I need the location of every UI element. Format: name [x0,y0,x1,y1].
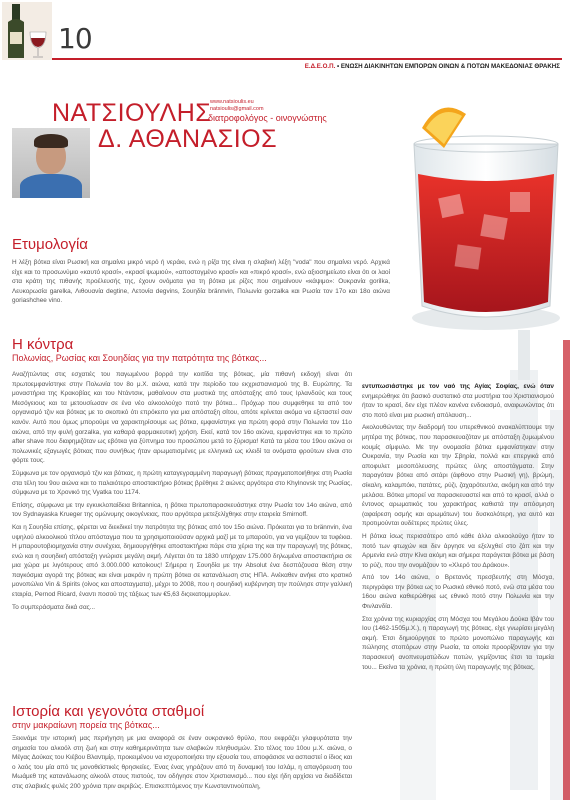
author-surname: ΝΑΤΣΙΟΥΛΗΣ [52,99,212,127]
right-paragraph-3: Η βότκα ίσως περισσότερο από κάθε άλλο αλκοολούχο ήταν το ποτό των φτωχών και δεν άργησε να εξελιχθεί στο ζάπ και την Αρμενία ενώ στην Κίνα ακόμη και σήμερα παράγεται βότκα με βάση το ρύζι, που την ονομάζουν το «Χλερό του Δράκου». [362,532,554,569]
author-website[interactable]: www.natsioulis.eu [210,99,254,105]
dispute-paragraph-5: Το συμπεράσματα δικά σας... [12,603,96,611]
dispute-paragraph-3: Επίσης, σύμφωνα με την εγκυκλοπαίδεια Britannica, η βότκα πρωτοπαρασκευάστηκε στην Ρωσία τον 14ο αιώνα, από τον Sydnayaska Krueger της ομώνυμης οικογένειας, που αργότερα μετεξελίχθηκε στην εταιρεία Smirnoff. [12,501,352,519]
history-body: Ξεκινάμε την ιστορική μας περιήγηση με μια αναφορά σε έναν ουκρανικό θρύλο, που εκφράζει γλαφυρότατα την σημασία του αλκοόλ στη ζωή και στην καθημερινότητα των σλαβικών πληθυσμών. Στο τέλος του 10ου μ.Χ. αιώνα, ο Μέγας Δούκας του Κιέβου Βλαντιμίρ, προκειμένου να ισχυροποιήσει την εξουσία του, αποφάσισε να ασπαστεί ο ίδιος και ο λαός του μία από τις μονοθεϊστικές θρησκείες. Ένας ένας γηράζουν από τη δυναμική του Ισλάμ, η απαγόρευση του Μωάμεθ της κατανάλωσης αλκοόλ στους πιστούς, τον οδήγησε στον Χριστιανισμό... που είχε ήδη αρχίσει να διαδίδεται στις σλαβικές φυλές 200 χρόνια πριν ακριβώς. Επισκεπτόμενος την Κωνσταντινούπολη, [12,735,352,790]
wine-bottle-glass-icon [2,2,52,60]
right-paragraph-1: ενημερώθηκε ότι βασικό συστατικό στα μυστήρια του Χριστιανισμού ήταν το κρασί, δεν είχε πλέον κανένα ενδοιασμό, αναφωνώντας ότι στο ποτό είναι μια ρωσική απόλαυση... [362,392,554,419]
dispute-body [12,370,352,615]
right-paragraph-5: Στα χρόνια της κυριαρχίας στη Μόσχα του Μεγάλου Δούκα Ιβάν του Ιου (1462-1505μ.Χ.), η παραγωγή της βότκας, είχε γνωρίσει μεγάλη ακμή. Έτσι δημιούργησε το πρώτο μονοπώλιο παραγωγής και πώλησης στοπόρων στην Ρωσία, τα οποία προορίζονταν για την παρασκευή ανοπνευματώδων ποτών, γεμίζοντας έτσι τα ταμεία του... Εκείνα τα χρόνια, η πρώτη ύλη παραγωγής της βότκας, [362,615,554,671]
history-subtitle: στην μακραίωνη πορεία της βότκας... [12,720,160,730]
cocktail-glass-image [400,96,568,336]
publisher-name: • ΕΝΩΣΗ ΔΙΑΚΙΝΗΤΩΝ ΕΜΠΟΡΩΝ ΟΙΝΩΝ & ΠΟΤΩΝ ΜΑΚΕΔΟΝΙΑΣ ΘΡΑΚΗΣ [335,63,560,70]
publisher-abbr: Ε.Δ.Ε.Ο.Π. [304,63,336,70]
right-paragraph-2: Ακολουθώντας την διαδρομή του υπερεθνικού ανακαλύπτουμε την μητέρα της βότκας, που παρασκευαζόταν με απόσταξη ζυμωμένου κουμίς σίμφυλο. Με την ονομασία βότκα εμφανίστηκαν στην Ουκρανία, την Ρωσία και την Σβηρία, πολλά και επεργικά από αποφυλετ μεσοπόλευσης πρώτες ύλης αποστάγματα. Στην παραγόταν βότκα από σιτάρι (άφθονο στην Ρωσική γη), βρώμη, σίκαλη, καλαμπόκι, πατάτες, ρύζι, ζαχαρότευτλα, ακόμη και από την μελάσα. Βότκα μπορεί να παρασκευαστεί και από το κρασί, αλλά ο έντονος αρωματικός του χαρακτήρας καθιστά την απόσμηση (αφαίρεση οσμής και αρωμάτων) του δυσκολότερη, για αυτό και προτιμούνται ουδέτερες πρώτες ύλες. [362,424,554,528]
etymology-title: Ετυμολογία [12,236,88,253]
right-column-lead: εντυπωσιάστηκε με τον ναό της Αγίας Σοφίας, ενώ όταν [362,383,554,390]
right-column-body [362,382,554,675]
right-paragraph-4: Από τον 14ο αιώνα, ο Βρετανός πρεσβευτής στη Μόσχα, περιγράφει την βότκα ως το Ρωσικό εθνικό ποτό, ενώ στα μέσα του 16ου αιώνα καθιερώθηκε ως εθνικό ποτό στην Πολωνία και την Φινλανδία. [362,574,554,611]
author-firstname: Δ. ΑΘΑΝΑΣΙΟΣ [98,125,278,153]
etymology-body: Η λέξη βότκα είναι Ρωσική και σημαίνει μικρό νερό ή νεράκι, ενώ η ρίζα της είναι η σλαβική λέξη "voda" που σημαίνει νερό. Αρχικά είχε και το προσωνύμιο «καυτό κρασί», «κρασί ψωμιού», «αποστογμένο κρασί» και «πικρό κρασί», ενώ αξιοσημείωτο είναι ότι οι λαοί στα κράτη της πιθανής προέλευσής της, έχουν ονόματα για τη βότκα με ρίζες που σημαίνουν «κάψιμο»: Ουκρανία gorilka, Λευκορωσία garelka, Λιθουανία degtine, Λετονία degvins, Σουηδία brännvin, Πολωνία gorzałka και Ρωσία τον 17ο και 18ο αιώνα goriashchee vino. [12,259,390,305]
dispute-paragraph-1: Αναζήτώντας στις εσχατιές του παγωμένου βορρά την κοιτίδα της βότκας, μία πιθανή εκδοχή είναι ότι πρωτοεμφανίστηκε στην Πολωνία τον 8ο μ.Χ. αιώνα, κατά την περίοδο του εκχριστιανισμού της Β. Ευρώπης. Τα μοναστήρια της Κρακοβίας και του Ντάντσικ, μαθαίνουν στα μυστικά της απόσταξης από τους Ιρλανδούς και τους Μεσόγειους και τα μετουσίωσαν σε ένα νέο αλκοολούχο ποτό την βότκα... Πρόχωρ που συμφεθηκε τα από τον οργανισμό τζιν και βότκας με το σκοπικό ότι επρόκειτο για μια απόσταξη σίτου, απότε κρίνεται ακόμα να εξεταστεί σαν κανόν. Αυτό που όμως μπορούμε να χαρακτηρίσουμε ως βότκα, εμφανίστηκε για πρώτη φορά στην Πολωνία τον 11ο αιώνα, από την φυλή gorzalka, για καθαρά φαρμακευτική χρήση. Εκεί, κατά τον 16ο αιώνα, εμφανίστηκε και το πρώτο after shave που διαφημιζόταν ως εβότκα για ξύπνημα του προσώπου μετά το ξύρισμα! Κατά τα μέσα του 19ου αιώνα οι πολωνικές εξαγωγές βότκας που συνήθως ήταν αρωματισμένες με ελληνικά ως κλειδί τα ονόματα φρούτων είναι στο φόρτε τους. [12,371,352,465]
author-contact [210,99,264,113]
author-role: διατροφολόγος - οινογνώστης [208,113,327,123]
page-edge-accent [563,340,570,800]
page-number: 10 [58,22,92,55]
history-title: Ιστορία και γεγονότα σταθμοί [12,703,205,720]
page-header [0,0,570,70]
author-email[interactable]: natsioulis@gmail.com [210,106,264,112]
dispute-paragraph-4: Και η Σουηδία επίσης, φέρεται να διεκδικεί την πατρότητα της βότκας από τον 15ο αιώνα. Πρόκειται για το brännvin, ένα υψηλού αλκοολικού τίτλου απόσταγμα που τα χρησιμοποιούσαν αρχικά μαζί με το μπαρούτι, για να γεμίζουν τα τυφέκια. Η μπαρουτοβιομηχανία στην συνέχεια, δημιουργήθηκε αποστακτήρια πάρε στα χέρια της και την παραγωγή της βότκας, ενώ και η σουηδική απόσταξη γνώρισε μεγάλη ακμή. Λέγεται ότι τα 1830 υπήρχαν 175.000 δηλωμένα αποστακτήρια σε μια χώρα με λιγότερους από 3.000.000 κατοίκους! Σήμερα η Σουηδία με την Absolut ένα δεσπόζουσα θέση στην παγκόσμια αγορά της βότκας και είναι μακράν η πρώτη βότκα σε κατανάλωση στις ΗΠΑ. Ανέκαθεν ανήκε στο κρατικό μονοπώλιο Vin & Spirits (οίνος και αποσταγματα), μέχρι το 2008, που η σουηδική κυβέρνηση την πούλησε στην γαλλική εταιρία, Pernod Ricard, έναντι ποσού της τάξεως των €5,63 διςεκατομμυρίων. [12,523,352,599]
dispute-title: Η κόντρα [12,336,74,353]
publisher-line [305,63,560,70]
author-photo [12,128,90,198]
dispute-paragraph-2: Σύμφωνα με τον οργανισμό τζιν και βότκας, η πρώτη καταγεγραμμένη παραγωγή βότκας πραγματοποιήθηκε στη Ρωσία στα τέλη του 9ου αιώνα και το παλαιότερο αποστακτήριο βότκας βρέθηκε 2 αιώνες αργότερα στο Khylnovsk της Ρωσίας, σύμφωνα με το Χρονικό της Vyatka του 1174. [12,469,352,497]
header-divider [52,58,562,60]
dispute-subtitle: Πολωνίας, Ρωσίας και Σουηδίας για την πατρότητα της βότκας... [12,353,267,363]
